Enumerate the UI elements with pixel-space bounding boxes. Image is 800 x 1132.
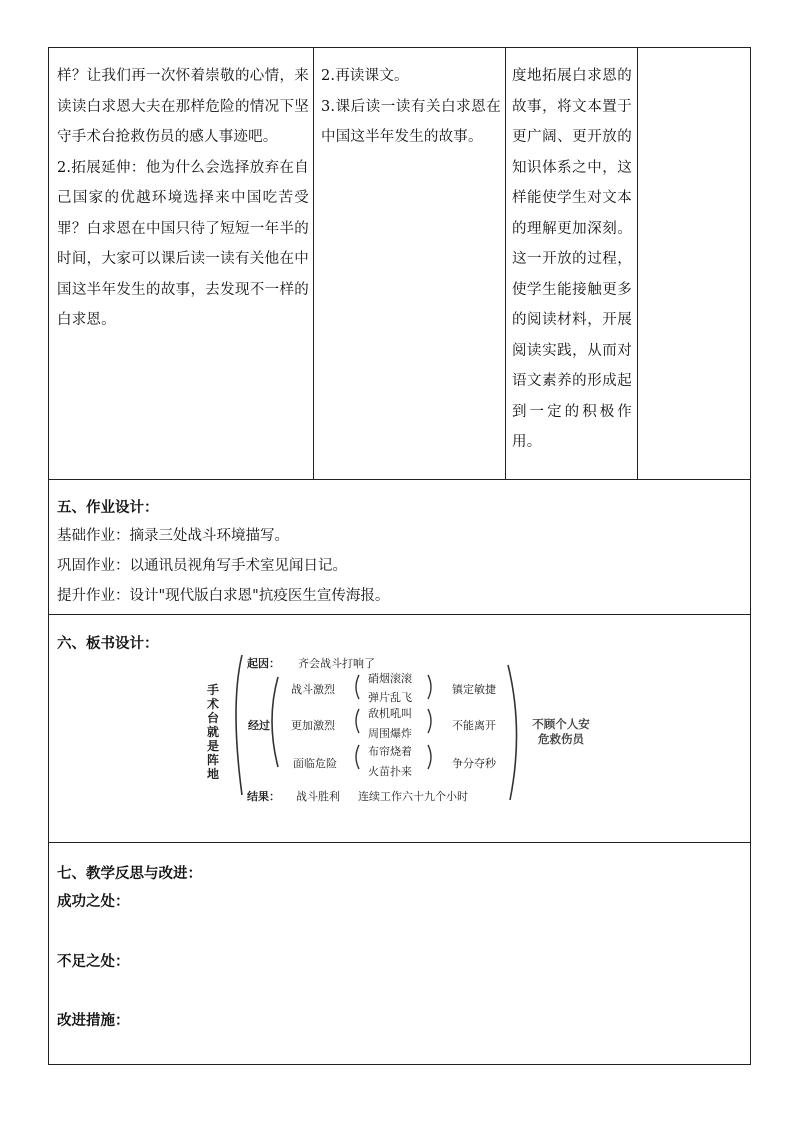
reflection-shortcoming: 不足之处： (57, 954, 130, 970)
bracket-lines (150, 595, 530, 815)
board-title: 六、板书设计： (57, 636, 159, 652)
board-vertical-title: 手术台就是阵地 (206, 683, 219, 781)
student-activity-cell (321, 61, 501, 153)
result-detail: 连续工作六十九个小时 (358, 790, 468, 803)
cause-label: 起因： (247, 657, 280, 670)
lesson-plan-table (48, 47, 751, 1065)
homework-line: 基础作业：摘录三处战斗环境描写。 (57, 528, 289, 544)
reaction-text: 不能离开 (452, 719, 496, 732)
result-text: 战斗胜利 (296, 790, 340, 803)
design-intent-paragraph: 度地拓展白求恩的故事，将文本置于更广阔、更开放的知识体系之中，这样能使学生对文本的理解更加深刻。这一开放的过程，使学生能接触更多的阅读材料，开展阅读实践，从而对语文素养的形成起到一定的积极作用。 (512, 68, 632, 450)
activity-paragraph: 样？让我们再一次怀着崇敬的心情，来读读白求恩大夫在那样危险的情况下坚守手术台抢救伤员的感人事迹吧。 (57, 68, 309, 145)
stage-label: 更加激烈 (291, 719, 335, 732)
student-activity-paragraph: 2.再读课文。 (321, 68, 409, 84)
detail-text: 火苗扑来 (368, 765, 412, 778)
reaction-text: 镇定敏捷 (452, 683, 496, 696)
row-divider (49, 842, 750, 843)
detail-text: 周围爆炸 (368, 727, 412, 740)
activity-cell (57, 61, 309, 336)
detail-text: 弹片乱飞 (368, 691, 412, 704)
column-divider (505, 48, 506, 479)
result-label: 结果： (247, 790, 280, 803)
column-divider (313, 48, 314, 479)
board-diagram (150, 595, 590, 803)
side-note: 不顾个人安危救伤员 (532, 717, 590, 746)
detail-text: 硝烟滚滚 (368, 672, 412, 685)
stage-label: 面临危险 (293, 757, 337, 770)
homework-line: 提升作业：设计"现代版白求恩"抗疫医生宣传海报。 (57, 588, 390, 604)
reaction-text: 争分夺秒 (452, 757, 496, 770)
student-activity-paragraph: 3.课后读一读有关白求恩在中国这半年发生的故事。 (321, 98, 501, 145)
process-label: 经过 (248, 719, 270, 732)
reflection-success: 成功之处： (57, 894, 130, 910)
stage-label: 战斗激烈 (291, 683, 335, 696)
detail-text: 敌机吼叫 (368, 707, 412, 720)
homework-line: 巩固作业：以通讯员视角写手术室见闻日记。 (57, 558, 347, 574)
column-divider (637, 48, 638, 479)
cause-text: 齐会战斗打响了 (298, 657, 375, 670)
reflection-improvement: 改进措施： (57, 1013, 130, 1029)
reflection-title: 七、教学反思与改进： (57, 866, 202, 882)
detail-text: 布帘烧着 (368, 745, 412, 758)
design-intent-cell (512, 61, 632, 458)
row-divider (49, 479, 750, 480)
homework-title: 五、作业设计： (57, 500, 159, 516)
activity-paragraph: 2.拓展延伸：他为什么会选择放弃在自己国家的优越环境选择来中国吃苦受罪？白求恩在中国只待了短短一年半的时间，大家可以课后读一读有关他在中国这半年发生的故事，去发现不一样的白求恩。 (57, 159, 309, 328)
